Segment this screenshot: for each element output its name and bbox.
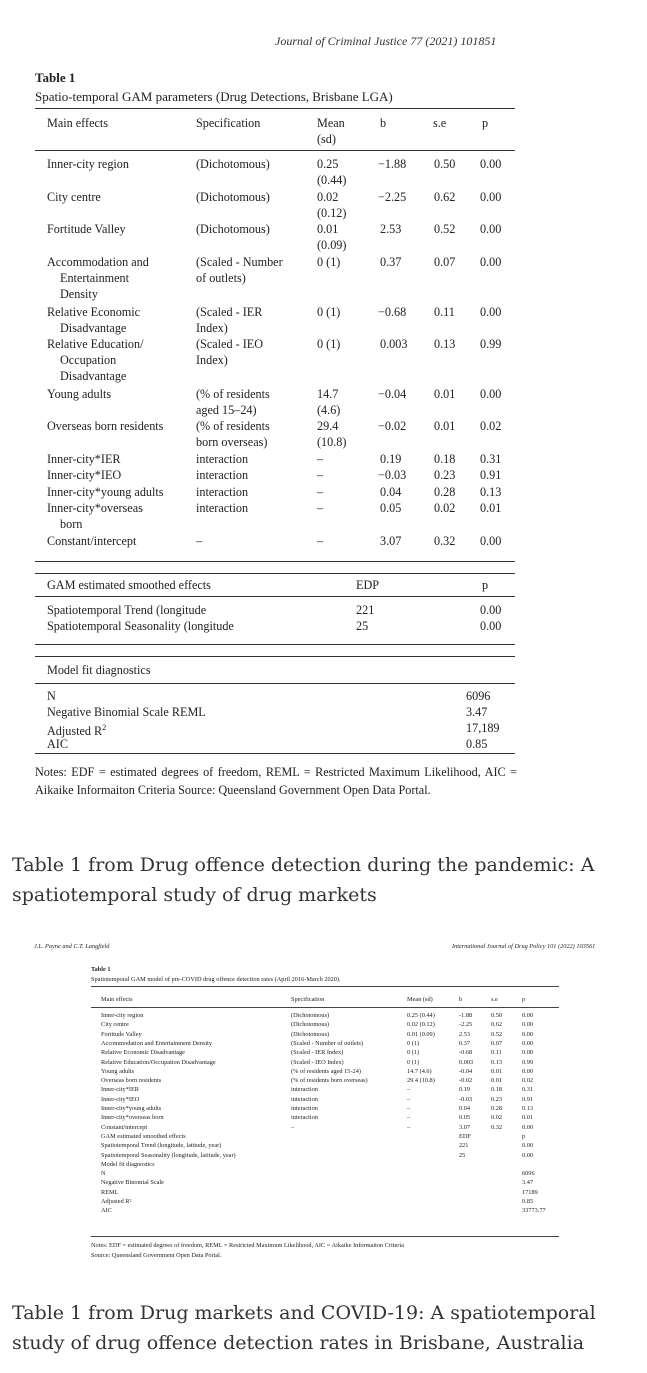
row-effect: Disadvantage — [60, 321, 127, 335]
row-mean: – — [317, 501, 324, 515]
row-p: 17189 — [522, 1188, 538, 1196]
row-p: 0.00 — [480, 190, 502, 204]
smooth-header-edp: EDP — [356, 578, 380, 592]
row-specification: (Scaled - IER — [196, 305, 263, 319]
row-se: 0.07 — [491, 1039, 503, 1047]
row-b: 2.53 — [459, 1030, 471, 1038]
row-mean: – — [317, 485, 324, 499]
row-effect: Overseas born residents — [47, 419, 164, 433]
row-p: 0.99 — [522, 1058, 534, 1066]
row-p: 0.85 — [522, 1198, 534, 1205]
row-effect: Density — [60, 287, 98, 301]
fit-top-rule — [35, 656, 515, 657]
table-bottom-rule — [35, 753, 515, 754]
row-b: -0.04 — [459, 1067, 473, 1075]
row-effect: Relative Economic Disadvantage — [101, 1049, 185, 1057]
row-se: 0.01 — [491, 1067, 503, 1075]
row-effect: Constant/intercept — [101, 1123, 148, 1131]
row-effect: Negative Binomial Scale — [101, 1179, 164, 1187]
row-effect: City centre — [47, 190, 101, 204]
row-effect: AIC — [101, 1207, 112, 1215]
row-p: 0.00 — [480, 534, 502, 548]
row-effect: Inner-city*young adults — [101, 1105, 162, 1112]
row-p: 0.01 — [522, 1114, 534, 1122]
header-main-effects: Main effects — [101, 996, 133, 1003]
row-specification: (Scaled - IEO — [196, 337, 264, 351]
row-specification: interaction — [196, 485, 249, 499]
row-se: 0.02 — [434, 501, 456, 515]
row-effect: Disadvantage — [60, 369, 127, 383]
row-effect: Inner-city*overseas born — [101, 1114, 164, 1122]
row-se: 0.32 — [491, 1123, 503, 1131]
row-mean: 0 (1) — [317, 305, 341, 319]
row-p: 0.00 — [522, 1021, 534, 1029]
row-effect: Accommodation and — [47, 255, 149, 269]
row-se: 0.02 — [491, 1114, 503, 1122]
row-b: 0.19 — [459, 1086, 471, 1094]
row-specification: aged 15–24) — [196, 403, 257, 417]
row-effect: Overseas born residents — [101, 1077, 162, 1085]
row-b: −0.04 — [378, 387, 407, 401]
header-specification: Specification — [196, 116, 261, 130]
row-effect: N — [101, 1170, 106, 1178]
row-specification: Index) — [196, 321, 228, 335]
row-mean-sd: – — [407, 1086, 411, 1094]
row-specification: of outlets) — [196, 271, 246, 285]
row-se: 0.23 — [434, 468, 456, 482]
header-p: p — [522, 996, 526, 1003]
row-se: 0.01 — [491, 1077, 503, 1085]
row-specification: (% of residents born overseas) — [291, 1077, 368, 1085]
row-se: 0.28 — [434, 485, 456, 499]
row-effect: Spatiotemporal Trend (longitude, latitude, year) — [101, 1142, 222, 1150]
row-effect: Inner-city*IEO — [47, 468, 122, 482]
row-effect: born — [60, 517, 83, 531]
table-top-rule — [91, 986, 559, 987]
row-b: 0.003 — [380, 337, 408, 351]
row-b: 0.05 — [380, 501, 402, 515]
row-specification: (Scaled - IER Index) — [291, 1049, 344, 1057]
row-p: 0.00 — [480, 305, 502, 319]
row-se: 0.11 — [491, 1049, 502, 1057]
row-effect: Young adults — [101, 1067, 135, 1075]
header-sd: (sd) — [317, 132, 336, 146]
row-mean: 0.25 — [317, 157, 339, 171]
row-mean: (10.8) — [317, 435, 347, 449]
row-mean: 0 (1) — [317, 255, 341, 269]
row-effect: Inner-city*IEO — [101, 1095, 140, 1103]
row-specification: (Scaled - IEO Index) — [291, 1058, 344, 1066]
fit-row-value: 3.47 — [466, 705, 488, 719]
row-se: 0.62 — [491, 1021, 503, 1029]
figure-caption: Table 1 from Drug markets and COVID-19: A spatiotemporal study of drug offence detection rates in Brisbane, Australia — [12, 1302, 596, 1354]
row-mean-sd: – — [407, 1123, 411, 1131]
row-p: 0.00 — [522, 1151, 534, 1159]
row-effect: Spatiotemporal Seasonality (longitude, latitude, year) — [101, 1151, 236, 1159]
row-se: 0.50 — [491, 1012, 503, 1019]
row-mean: 14.7 — [317, 387, 339, 401]
row-b: 3.07 — [459, 1123, 471, 1131]
table-title: Table 1 — [91, 966, 111, 973]
row-b: 0.37 — [459, 1039, 471, 1047]
row-mean-sd: – — [407, 1105, 411, 1112]
row-b: -0.02 — [459, 1077, 473, 1085]
row-effect: Entertainment — [60, 271, 130, 285]
row-specification: (Dichotomous) — [291, 1021, 330, 1029]
row-p: 0.00 — [480, 222, 502, 236]
row-p: 0.00 — [480, 157, 502, 171]
row-b: EDF — [459, 1132, 471, 1140]
row-mean: 0 (1) — [317, 337, 341, 351]
smooth-row-label: Spatiotemporal Seasonality (longitude — [47, 619, 234, 633]
header-se: s.e — [433, 116, 447, 130]
smooth-top-rule — [35, 573, 515, 574]
row-se: 0.13 — [491, 1058, 503, 1066]
row-se: 0.50 — [434, 157, 456, 171]
row-p: 0.13 — [480, 485, 502, 499]
row-b: −0.68 — [378, 305, 407, 319]
table-title: Table 1 — [35, 70, 76, 85]
row-p: 33773.77 — [522, 1207, 546, 1215]
fit-header-rule — [35, 683, 515, 684]
row-b: 0.37 — [380, 255, 402, 269]
table-notes: Notes: EDF = estimated degrees of freedom, REML = Restricted Maximum Likelihood, AIC = Aikaike Informaiton Criteria — [91, 1242, 404, 1249]
row-p: 0.02 — [522, 1077, 534, 1085]
header-p: p — [482, 116, 489, 130]
row-se: 0.01 — [434, 387, 456, 401]
row-effect: Inner-city*overseas — [47, 501, 143, 515]
row-b: −0.02 — [378, 419, 407, 433]
row-p: 0.00 — [522, 1012, 534, 1019]
row-mean-sd: – — [407, 1095, 411, 1103]
row-p: 0.00 — [522, 1142, 534, 1150]
row-specification: interaction — [291, 1105, 318, 1112]
row-mean: 29.4 — [317, 419, 339, 433]
smooth-header-label: GAM estimated smoothed effects — [47, 578, 211, 592]
row-b: 0.19 — [380, 452, 402, 466]
row-mean-sd: 29.4 (10.8) — [407, 1077, 435, 1085]
row-se: 0.11 — [434, 305, 455, 319]
row-specification: – — [196, 534, 203, 548]
row-b: 0.04 — [459, 1105, 471, 1112]
row-mean: (0.44) — [317, 173, 347, 187]
row-se: 0.32 — [434, 534, 456, 548]
row-specification: (% of residents aged 15-24) — [291, 1067, 361, 1075]
row-specification: interaction — [291, 1095, 318, 1103]
fit-row-value: 0.85 — [466, 737, 488, 751]
row-b: -0.03 — [459, 1095, 473, 1103]
row-p: 3.47 — [522, 1179, 534, 1187]
smooth-row-p: 0.00 — [480, 619, 502, 633]
row-effect: Inner-city*young adults — [47, 485, 164, 499]
row-p: 0.91 — [480, 468, 502, 482]
row-effect: Relative Education/Occupation Disadvantage — [101, 1058, 216, 1066]
row-effect: Fortitude Valley — [47, 222, 126, 236]
smooth-row-label: Spatiotemporal Trend (longitude — [47, 603, 207, 617]
table-bottom-rule — [91, 1236, 559, 1237]
row-effect: Accommodation and Entertainment Density — [101, 1039, 213, 1047]
row-p: 0.00 — [522, 1049, 534, 1057]
row-effect: Fortitude Valley — [101, 1030, 142, 1038]
row-specification: (Dichotomous) — [196, 157, 270, 171]
row-b: 221 — [459, 1142, 469, 1150]
table-notes: Notes: EDF = estimated degrees of freedom, REML = Restricted Maximum Likelihood, AIC = Aikaike Informaiton Criteria Source: Queensland Government Open Data Portal. — [35, 765, 517, 797]
row-b: 2.53 — [380, 222, 402, 236]
header-b: b — [380, 116, 387, 130]
row-specification: interaction — [291, 1086, 318, 1094]
row-specification: interaction — [196, 501, 249, 515]
row-b: 25 — [459, 1151, 466, 1159]
smooth-row-edp: 221 — [356, 603, 375, 617]
table-top-rule — [35, 108, 515, 109]
row-b: 0.003 — [459, 1058, 474, 1066]
row-mean: – — [317, 452, 324, 466]
row-mean: (0.12) — [317, 206, 347, 220]
header-mean: Mean — [317, 116, 345, 130]
row-se: 0.52 — [434, 222, 456, 236]
row-mean-sd: 0 (1) — [407, 1049, 420, 1057]
row-p: 0.00 — [522, 1123, 534, 1131]
row-mean-sd: 0.02 (0.12) — [407, 1021, 435, 1029]
fit-row-label: AIC — [47, 737, 68, 751]
row-effect: Relative Economic — [47, 305, 141, 319]
row-p: 0.02 — [480, 419, 502, 433]
row-effect: GAM estimated smoothed effects — [101, 1132, 186, 1140]
row-effect: Inner-city region — [101, 1012, 144, 1019]
row-se: 0.18 — [434, 452, 456, 466]
row-mean: (4.6) — [317, 403, 341, 417]
header-mean-sd: Mean (sd) — [407, 996, 433, 1003]
row-mean: – — [317, 534, 324, 548]
row-p: 0.99 — [480, 337, 502, 351]
header-specification: Specification — [291, 996, 325, 1003]
fit-row-label: Adjusted $R^2$ — [47, 723, 107, 739]
header-main-effects: Main effects — [47, 116, 109, 130]
row-se: 0.23 — [491, 1095, 503, 1103]
row-mean-sd: 0.01 (0.09) — [407, 1030, 435, 1038]
table-caption: Spatiotemporal GAM model of pre-COVID drug offence detection rates (April 2016-March 2020). — [91, 976, 341, 983]
row-b: −0.03 — [378, 468, 407, 482]
row-specification: born overseas) — [196, 435, 268, 449]
row-se: 0.18 — [491, 1086, 503, 1094]
row-effect: Inner-city*IER — [101, 1086, 139, 1094]
smooth-bottom-rule — [35, 644, 515, 645]
journal-header: International Journal of Drug Policy 101 (2022) 103561 — [452, 943, 596, 950]
row-p: 0.00 — [522, 1067, 534, 1075]
row-p: 0.00 — [480, 387, 502, 401]
row-effect: Young adults — [47, 387, 112, 401]
row-p: 0.00 — [522, 1030, 534, 1038]
row-p: 0.91 — [522, 1095, 534, 1103]
figure-caption: Table 1 from Drug offence detection during the pandemic: A spatiotemporal study of drug markets — [12, 854, 595, 906]
row-effect: REML — [101, 1188, 119, 1196]
fit-row-label: N — [47, 689, 56, 703]
row-se: 0.07 — [434, 255, 456, 269]
table-caption: Spatio-temporal GAM parameters (Drug Detections, Brisbane LGA) — [35, 89, 393, 104]
row-specification: (Dichotomous) — [291, 1012, 330, 1019]
row-specification: Index) — [196, 353, 228, 367]
fit-row-label: Negative Binomial Scale REML — [47, 705, 206, 719]
row-se: 0.13 — [434, 337, 456, 351]
row-mean-sd: – — [407, 1114, 411, 1122]
row-specification: interaction — [196, 468, 249, 482]
row-specification: (Scaled - Number — [196, 255, 283, 269]
smooth-row-edp: 25 — [356, 619, 369, 633]
row-se: 0.62 — [434, 190, 456, 204]
row-effect: Inner-city*IER — [47, 452, 121, 466]
row-mean-sd: 0 (1) — [407, 1058, 420, 1066]
row-specification: (Dichotomous) — [291, 1030, 330, 1038]
fit-row-value: 17,189 — [466, 721, 500, 735]
fit-header: Model fit diagnostics — [47, 663, 151, 677]
row-b: -1.88 — [459, 1012, 473, 1019]
row-specification: (Dichotomous) — [196, 190, 270, 204]
row-effect: Adjusted R² — [101, 1198, 132, 1205]
row-specification: interaction — [196, 452, 249, 466]
header-rule — [35, 150, 515, 151]
row-mean: – — [317, 468, 324, 482]
authors-header: J.L. Payne and C.T. Langfield — [34, 943, 110, 950]
row-b: -0.68 — [459, 1049, 473, 1057]
row-effect: Constant/intercept — [47, 534, 137, 548]
row-se: 0.28 — [491, 1105, 503, 1112]
row-b: 3.07 — [380, 534, 402, 548]
row-b: −2.25 — [378, 190, 407, 204]
fit-row-value: 6096 — [466, 689, 491, 703]
header-se: s.e — [491, 996, 498, 1003]
row-mean: 0.02 — [317, 190, 339, 204]
row-specification: (Scaled - Number of outlets) — [291, 1039, 364, 1047]
row-effect: Inner-city region — [47, 157, 129, 171]
row-se: 0.52 — [491, 1030, 503, 1038]
row-b: 0.04 — [380, 485, 402, 499]
row-specification: (% of residents — [196, 419, 270, 433]
row-mean-sd: 14.7 (4.6) — [407, 1067, 432, 1075]
table-notes: Source: Queensland Government Open Data Portal. — [91, 1252, 222, 1259]
header-b: b — [459, 996, 463, 1003]
row-b: 0.05 — [459, 1114, 471, 1122]
row-effect: Relative Education/ — [47, 337, 144, 351]
row-mean-sd: 0.25 (0.44) — [407, 1012, 435, 1019]
row-p: 6096 — [522, 1170, 535, 1178]
journal-header: Journal of Criminal Justice 77 (2021) 101851 — [275, 34, 497, 48]
row-se: 0.01 — [434, 419, 456, 433]
smooth-row-p: 0.00 — [480, 603, 502, 617]
row-p: 0.13 — [522, 1105, 534, 1112]
row-specification: interaction — [291, 1114, 318, 1122]
row-p: 0.31 — [480, 452, 502, 466]
row-p: 0.31 — [522, 1086, 534, 1094]
row-p: 0.00 — [480, 255, 502, 269]
row-mean: (0.09) — [317, 238, 347, 252]
row-p: 0.01 — [480, 501, 502, 515]
row-effect: Model fit diagnostics — [101, 1160, 155, 1168]
header-rule — [91, 1007, 559, 1008]
row-effect: Occupation — [60, 353, 117, 367]
row-mean-sd: 0 (1) — [407, 1039, 420, 1047]
row-effect: City centre — [101, 1021, 129, 1029]
row-b: −1.88 — [378, 157, 407, 171]
row-mean: 0.01 — [317, 222, 339, 236]
row-p: 0.00 — [522, 1039, 534, 1047]
smooth-header-p: p — [482, 578, 489, 592]
row-specification: – — [291, 1123, 295, 1131]
row-p: p — [522, 1132, 526, 1140]
row-specification: (Dichotomous) — [196, 222, 270, 236]
smooth-header-rule — [35, 596, 515, 597]
row-specification: (% of residents — [196, 387, 270, 401]
table-body-rule — [35, 561, 515, 562]
row-b: -2.25 — [459, 1021, 473, 1029]
